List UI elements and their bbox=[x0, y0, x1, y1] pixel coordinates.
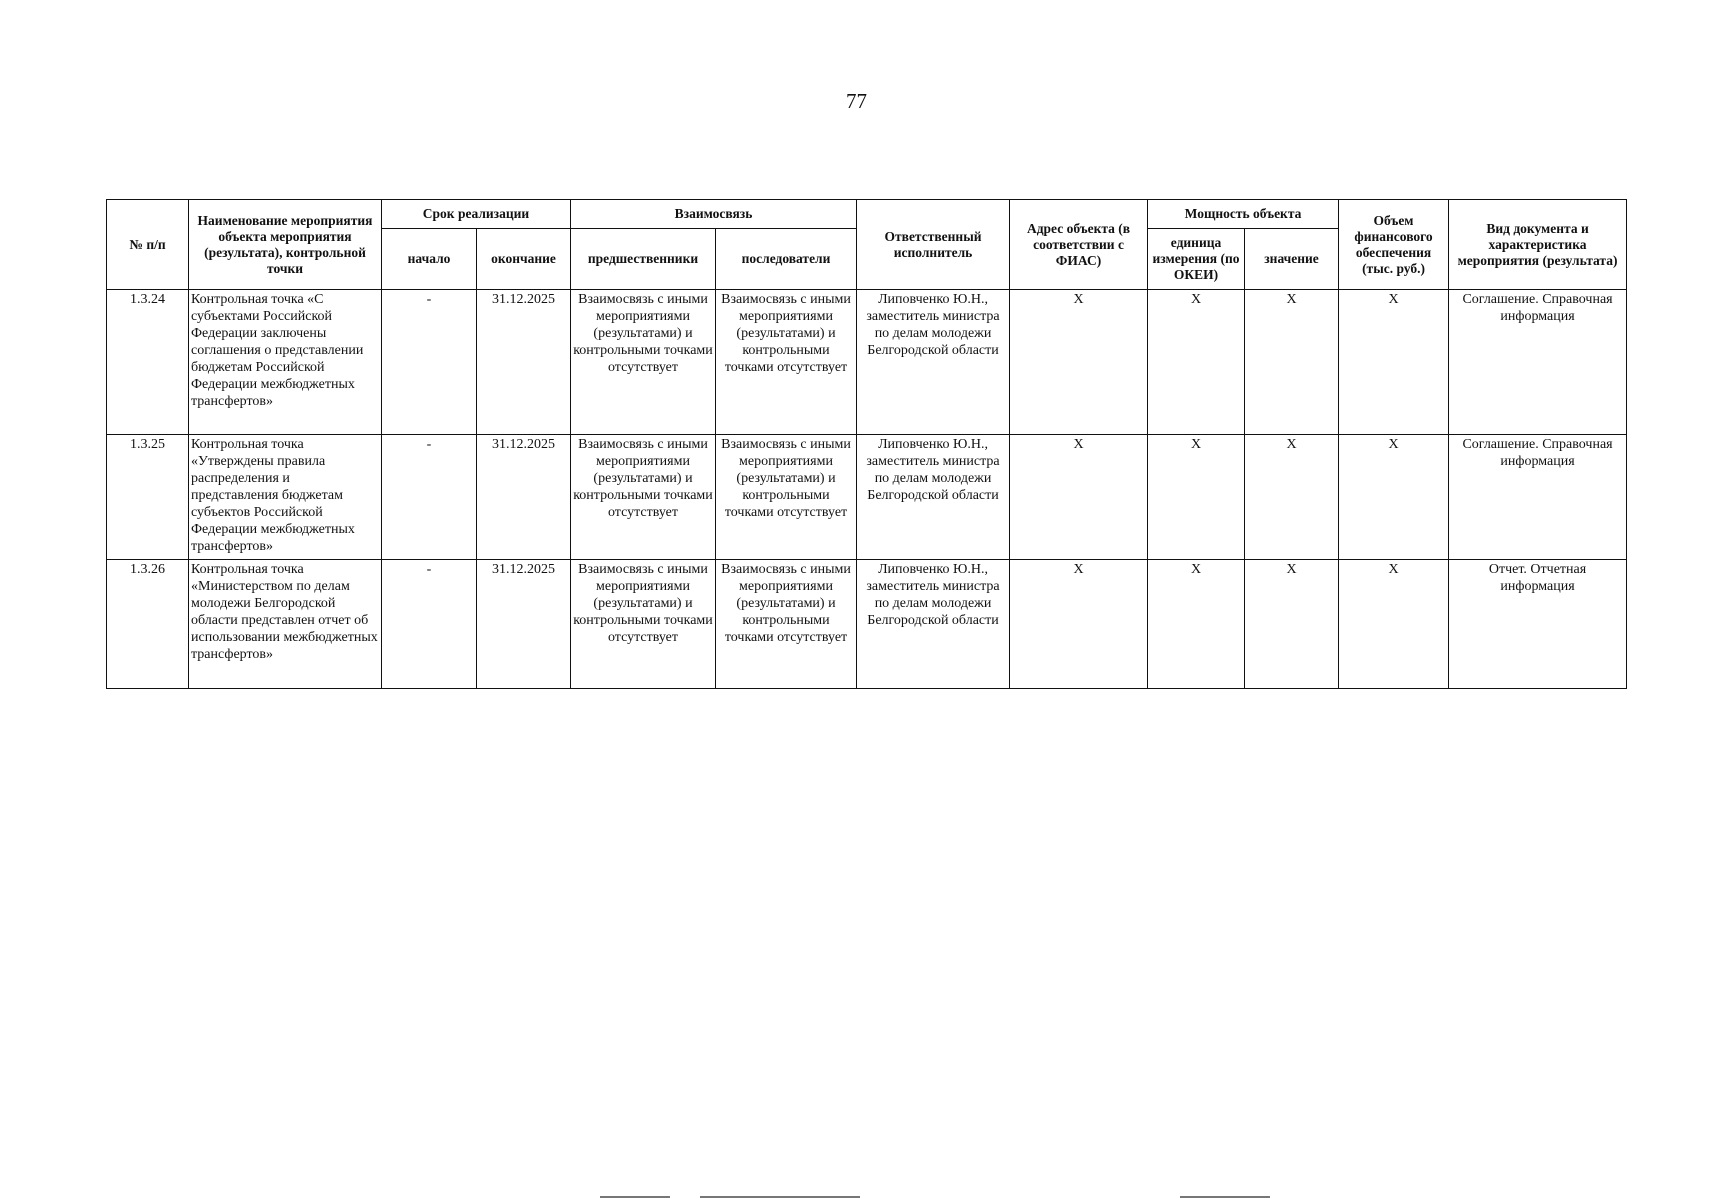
cell-value: X bbox=[1245, 290, 1339, 435]
header-link-next: последователи bbox=[716, 229, 857, 290]
cell-name: Контрольная точка «С субъектами Российской Федерации заключены соглашения о представлении бюджетам Российской Федерации межбюджетных трансфертов» bbox=[189, 290, 382, 435]
table-row bbox=[107, 290, 1627, 435]
header-period-end: окончание bbox=[477, 229, 571, 290]
page-number: 77 bbox=[846, 89, 867, 113]
header-responsible: Ответственный исполнитель bbox=[857, 200, 1010, 290]
scan-edge-line bbox=[600, 1196, 670, 1198]
header-link-prev: предшественники bbox=[571, 229, 716, 290]
header-period-start: начало bbox=[382, 229, 477, 290]
cell-num: 1.3.24 bbox=[107, 290, 189, 435]
header-num: № п/п bbox=[107, 200, 189, 290]
header-doc-type: Вид документа и характеристика мероприятия (результата) bbox=[1449, 200, 1627, 290]
cell-address: X bbox=[1010, 560, 1148, 689]
header-name: Наименование мероприятия объекта мероприятия (результата), контрольной точки bbox=[189, 200, 382, 290]
cell-end: 31.12.2025 bbox=[477, 560, 571, 689]
cell-prev: Взаимосвязь с иными мероприятиями (результатами) и контрольными точками отсутствует bbox=[571, 560, 716, 689]
cell-num: 1.3.25 bbox=[107, 435, 189, 560]
table-row bbox=[107, 560, 1627, 689]
cell-start: - bbox=[382, 435, 477, 560]
cell-name: Контрольная точка «Утверждены правила распределения и представления бюджетам субъектов Российской Федерации межбюджетных трансфертов» bbox=[189, 435, 382, 560]
header-capacity-unit: единица измерения (по ОКЕИ) bbox=[1148, 229, 1245, 290]
cell-prev: Взаимосвязь с иными мероприятиями (результатами) и контрольными точками отсутствует bbox=[571, 435, 716, 560]
cell-next: Взаимосвязь с иными мероприятиями (результатами) и контрольными точками отсутствует bbox=[716, 560, 857, 689]
cell-next: Взаимосвязь с иными мероприятиями (результатами) и контрольными точками отсутствует bbox=[716, 290, 857, 435]
cell-responsible: Липовченко Ю.Н., заместитель министра по делам молодежи Белгородской области bbox=[857, 560, 1010, 689]
cell-prev: Взаимосвязь с иными мероприятиями (результатами) и контрольными точками отсутствует bbox=[571, 290, 716, 435]
cell-start: - bbox=[382, 290, 477, 435]
cell-address: X bbox=[1010, 435, 1148, 560]
plan-table bbox=[106, 199, 1627, 689]
cell-doc: Соглашение. Справочная информация bbox=[1449, 435, 1627, 560]
cell-name: Контрольная точка «Министерством по делам молодежи Белгородской области представлен отчет об использовании межбюджетных трансфертов» bbox=[189, 560, 382, 689]
scan-edge-line bbox=[1180, 1196, 1270, 1198]
cell-next: Взаимосвязь с иными мероприятиями (результатами) и контрольными точками отсутствует bbox=[716, 435, 857, 560]
cell-finance: X bbox=[1339, 290, 1449, 435]
cell-finance: X bbox=[1339, 435, 1449, 560]
cell-finance: X bbox=[1339, 560, 1449, 689]
cell-end: 31.12.2025 bbox=[477, 435, 571, 560]
cell-value: X bbox=[1245, 435, 1339, 560]
cell-num: 1.3.26 bbox=[107, 560, 189, 689]
header-address: Адрес объекта (в соответствии с ФИАС) bbox=[1010, 200, 1148, 290]
header-capacity: Мощность объекта bbox=[1148, 200, 1339, 229]
header-link: Взаимосвязь bbox=[571, 200, 857, 229]
table-row bbox=[107, 435, 1627, 560]
cell-value: X bbox=[1245, 560, 1339, 689]
scan-edge-line bbox=[700, 1196, 860, 1198]
header-capacity-value: значение bbox=[1245, 229, 1339, 290]
cell-end: 31.12.2025 bbox=[477, 290, 571, 435]
cell-start: - bbox=[382, 560, 477, 689]
cell-unit: X bbox=[1148, 435, 1245, 560]
cell-responsible: Липовченко Ю.Н., заместитель министра по делам молодежи Белгородской области bbox=[857, 290, 1010, 435]
header-period: Срок реализации bbox=[382, 200, 571, 229]
cell-unit: X bbox=[1148, 290, 1245, 435]
cell-doc: Соглашение. Справочная информация bbox=[1449, 290, 1627, 435]
cell-address: X bbox=[1010, 290, 1148, 435]
header-finance: Объем финансового обеспечения (тыс. руб.) bbox=[1339, 200, 1449, 290]
cell-doc: Отчет. Отчетная информация bbox=[1449, 560, 1627, 689]
cell-responsible: Липовченко Ю.Н., заместитель министра по делам молодежи Белгородской области bbox=[857, 435, 1010, 560]
cell-unit: X bbox=[1148, 560, 1245, 689]
